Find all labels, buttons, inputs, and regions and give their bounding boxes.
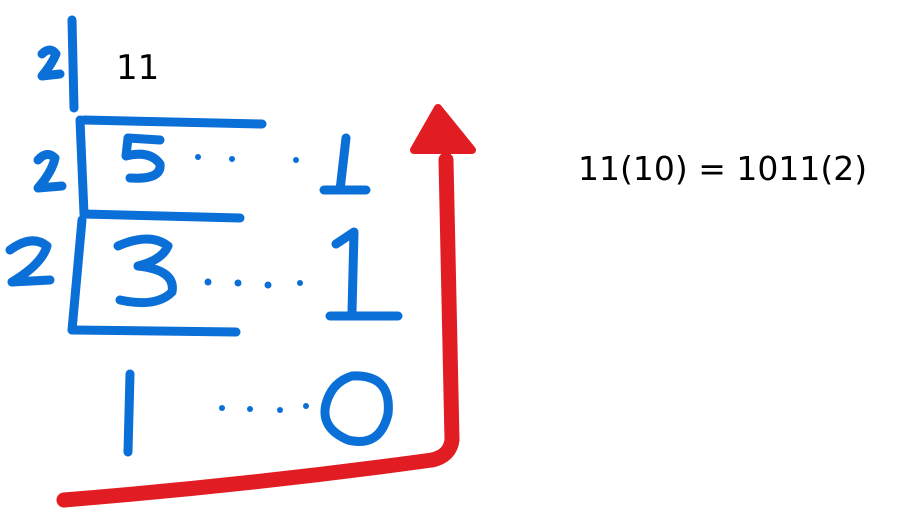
- quotient-digit-5: [126, 138, 160, 178]
- bracket-line-1: [84, 120, 262, 124]
- bracket-vertical-1: [72, 20, 74, 108]
- final-quotient-digit-1: [128, 374, 130, 452]
- dotted-leaders: [195, 154, 309, 413]
- divisor-digit-1: [42, 50, 60, 76]
- dividend-text: 11: [116, 48, 160, 88]
- quotient-digit-3: [118, 239, 172, 303]
- result-equation: 11(10) = 1011(2): [578, 149, 868, 188]
- remainder-digit-1-b: [336, 232, 354, 312]
- bracket-line-2: [84, 214, 240, 218]
- handwritten-division: [10, 20, 398, 452]
- bracket-vertical-3: [72, 220, 82, 330]
- remainder-digit-1-a: [340, 138, 346, 190]
- divisor-digit-2: [38, 154, 62, 188]
- arrow-head: [414, 108, 472, 150]
- bracket-line-3: [72, 330, 236, 332]
- bracket-vertical-2: [80, 120, 84, 214]
- remainder-digit-0: [325, 376, 388, 442]
- divisor-digit-3: [10, 241, 50, 282]
